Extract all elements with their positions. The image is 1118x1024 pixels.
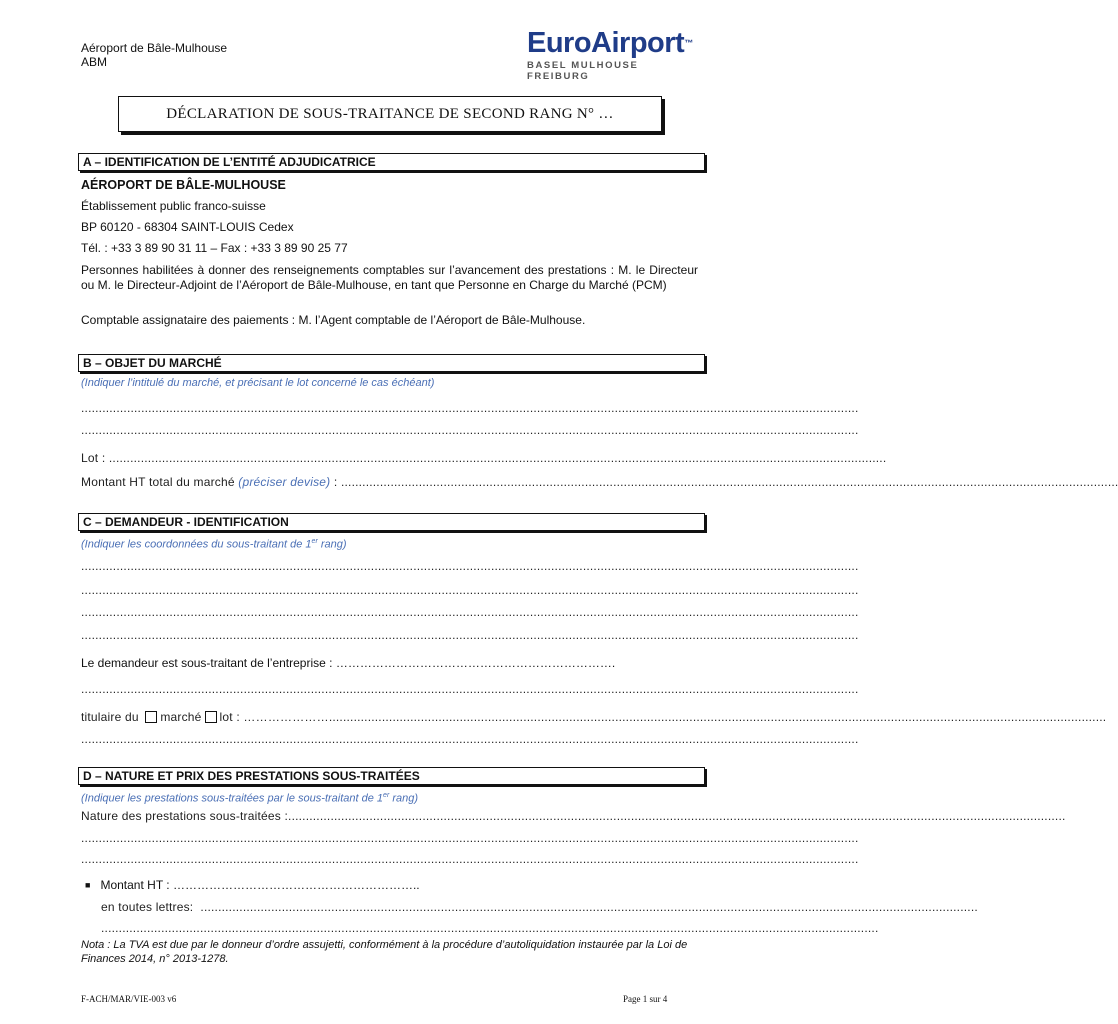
lot-label: Lot : xyxy=(81,451,109,465)
amount-in-words-field[interactable]: en toutes lettres: ............................................................................................................................................................................................................................ xyxy=(101,900,978,914)
titulaire-label: titulaire du xyxy=(81,710,143,724)
prime-contractor-label: Le demandeur est sous-traitant de l’entreprise : xyxy=(81,656,336,670)
page-number: Page 1 sur 4 xyxy=(623,994,668,1004)
subcontractor-details-line-1[interactable]: ............................................................................................................................................................................................................................ xyxy=(81,559,859,573)
market-title-line-2[interactable]: ............................................................................................................................................................................................................................ xyxy=(81,423,859,437)
entity-status: Établissement public franco-suisse xyxy=(81,199,266,213)
currency-hint: (préciser devise) xyxy=(238,475,331,489)
titulaire-field[interactable]: titulaire du marché lot : …………………............................................................................................................................................................................................................................ xyxy=(81,710,1107,724)
titulaire-fill: ………………… xyxy=(243,710,329,724)
market-amount-field[interactable]: Montant HT total du marché (préciser devise) : ............................................................................................................................................................................................................................ xyxy=(81,475,1118,489)
section-d-heading: D – NATURE ET PRIX DES PRESTATIONS SOUS-TRAITÉES xyxy=(78,767,705,785)
section-a-heading: A – IDENTIFICATION DE L’ENTITÉ ADJUDICATRICE xyxy=(78,153,705,171)
nature-line-3[interactable]: ............................................................................................................................................................................................................................ xyxy=(81,852,859,866)
organization-block xyxy=(81,41,227,69)
section-c-heading: C – DEMANDEUR - IDENTIFICATION xyxy=(78,513,705,531)
subcontractor-details-line-3[interactable]: ............................................................................................................................................................................................................................ xyxy=(81,605,859,619)
vat-note: Nota : La TVA est due par le donneur d’ordre assujetti, conformément à la procédure d’autoliquidation instaurée par la Loi de Finances 2014, n° 2013-1278. xyxy=(81,939,688,965)
organization-name: Aéroport de Bâle-Mulhouse xyxy=(81,41,228,55)
logo-trademark: ™ xyxy=(684,38,693,48)
euroairport-logo xyxy=(527,28,697,82)
section-d-hint: (Indiquer les prestations sous-traitées par le sous-traitant de 1er rang) xyxy=(81,792,419,805)
marche-checkbox[interactable] xyxy=(145,711,157,723)
amount-field[interactable] xyxy=(85,878,420,892)
entity-phone-fax: Tél. : +33 3 89 90 31 11 – Fax : +33 3 89 90 25 77 xyxy=(81,241,348,255)
amount-in-words-label: en toutes lettres: xyxy=(101,900,194,914)
section-b-hint: (Indiquer l’intitulé du marché, et précisant le lot concerné le cas échéant) xyxy=(81,377,435,389)
nature-field[interactable]: Nature des prestations sous-traitées :............................................................................................................................................................................................................................ xyxy=(81,809,1066,823)
prime-contractor-fill: ……………………………………………………………. xyxy=(335,656,616,670)
subcontractor-details-line-2[interactable]: ............................................................................................................................................................................................................................ xyxy=(81,583,859,597)
amount-fill: …………………………………………………….. xyxy=(172,878,420,892)
titulaire-line-2[interactable]: ............................................................................................................................................................................................................................ xyxy=(81,732,859,746)
organization-acronym: ABM xyxy=(81,55,108,69)
bullet-icon: ■ xyxy=(85,880,91,890)
accounting-contacts-paragraph: Personnes habilitées à donner des renseignements comptables sur l’avancement des prestations : M. le Directeur ou M. le Directeur-Adjoint de l’Aéroport de Bâle-Mulhouse, en tant que Personne en Charge du Marché (PCM) xyxy=(81,263,698,292)
lot-checkbox-label: lot : xyxy=(219,710,244,724)
amount-in-words-line-2[interactable]: ............................................................................................................................................................................................................................ xyxy=(101,921,879,935)
nature-label: Nature des prestations sous-traitées : xyxy=(81,809,289,823)
section-b-heading: B – OBJET DU MARCHÉ xyxy=(78,354,705,372)
document-title-text: DÉCLARATION DE SOUS-TRAITANCE DE SECOND RANG N° … xyxy=(166,105,614,122)
entity-address: BP 60120 - 68304 SAINT-LOUIS Cedex xyxy=(81,220,294,234)
marche-checkbox-label: marché xyxy=(160,710,202,724)
paying-accountant-paragraph: Comptable assignataire des paiements : M. l’Agent comptable de l’Aéroport de Bâle-Mulhouse. xyxy=(81,313,586,327)
lot-field[interactable]: Lot : ............................................................................................................................................................................................................................ xyxy=(81,451,887,465)
logo-tagline: BASEL MULHOUSE FREIBURG xyxy=(527,60,639,82)
form-reference: F-ACH/MAR/VIE-003 v6 xyxy=(81,994,177,1004)
logo-wordmark: EuroAirport xyxy=(527,27,685,59)
document-title xyxy=(118,96,662,132)
amount-label: Montant HT : xyxy=(100,878,173,892)
subcontractor-details-line-4[interactable]: ............................................................................................................................................................................................................................ xyxy=(81,628,859,642)
prime-contractor-line-2[interactable]: ............................................................................................................................................................................................................................ xyxy=(81,682,859,696)
market-title-line-1[interactable]: ............................................................................................................................................................................................................................ xyxy=(81,401,859,415)
market-amount-label: Montant HT total du marché xyxy=(81,475,239,489)
nature-line-2[interactable]: ............................................................................................................................................................................................................................ xyxy=(81,831,859,845)
section-c-hint: (Indiquer les coordonnées du sous-traitant de 1er rang) xyxy=(81,538,347,551)
prime-contractor-field[interactable] xyxy=(81,656,615,670)
market-amount-colon: : xyxy=(330,475,341,489)
lot-checkbox[interactable] xyxy=(205,711,217,723)
entity-name: AÉROPORT DE BÂLE-MULHOUSE xyxy=(81,178,286,192)
